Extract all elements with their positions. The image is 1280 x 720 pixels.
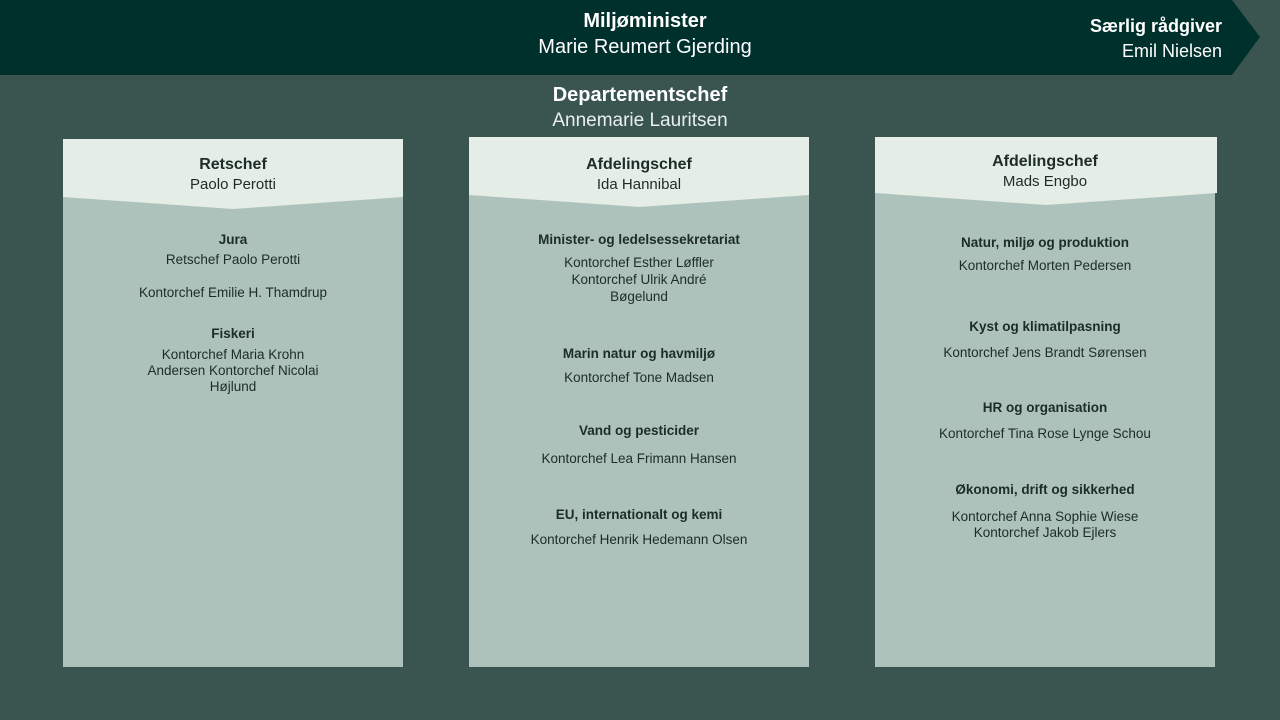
section-line: Andersen Kontorchef Nicolai	[147, 363, 319, 378]
section-line: Kontorchef Maria Krohn	[161, 347, 305, 362]
section-title: Vand og pesticider	[578, 423, 700, 438]
section-title: Natur, miljø og produktion	[961, 235, 1129, 250]
section-line: Kontorchef Ulrik André	[571, 272, 707, 287]
section-line: Kontorchef Tina Rose Lynge Schou	[939, 426, 1151, 441]
section-title: HR og organisation	[982, 400, 1108, 415]
section-title: Fiskeri	[211, 326, 255, 341]
section-line: Bøgelund	[610, 289, 668, 304]
section-title: Økonomi, drift og sikkerhed	[955, 482, 1135, 497]
column-retschef	[63, 139, 403, 667]
column-header	[469, 137, 809, 212]
minister-box	[445, 8, 845, 60]
column-header-name: Paolo Perotti	[190, 176, 276, 193]
advisor-name: Emil Nielsen	[1121, 41, 1222, 61]
section-line: Kontorchef Lea Frimann Hansen	[541, 451, 737, 466]
section-line: Kontorchef Anna Sophie Wiese	[951, 509, 1139, 524]
advisor-title: Særlig rådgiver	[1089, 16, 1222, 36]
section-line: Kontorchef Henrik Hedemann Olsen	[530, 532, 748, 547]
minister-name: Marie Reumert Gjerding	[538, 36, 752, 58]
section-line: Kontorchef Esther Løffler	[564, 255, 714, 270]
section-title: EU, internationalt og kemi	[555, 507, 723, 522]
section-title: Jura	[218, 232, 248, 247]
section-title: Kyst og klimatilpasning	[969, 319, 1121, 334]
column-afdelingschef-1	[469, 137, 809, 667]
section-line: Retschef Paolo Perotti	[165, 252, 301, 267]
section-line: Kontorchef Emilie H. Thamdrup	[138, 285, 328, 300]
section-line: Kontorchef Jens Brandt Sørensen	[943, 345, 1147, 360]
section-title: Minister- og ledelsessekretariat	[538, 232, 740, 247]
department-chief-title: Departementschef	[552, 84, 728, 106]
column-header	[875, 137, 1215, 212]
department-chief-name: Annemarie Lauritsen	[552, 110, 728, 131]
column-afdelingschef-2	[875, 137, 1215, 667]
section-title: Marin natur og havmiljø	[562, 346, 716, 361]
section-line: Kontorchef Tone Madsen	[564, 370, 714, 385]
section-line: Kontorchef Morten Pedersen	[958, 258, 1132, 273]
section-line: Kontorchef Jakob Ejlers	[973, 525, 1117, 540]
section-line: Højlund	[209, 379, 257, 394]
minister-title: Miljøminister	[583, 10, 707, 32]
column-header-name: Mads Engbo	[1002, 173, 1088, 190]
column-header-name: Ida Hannibal	[596, 176, 682, 193]
department-chief-box	[440, 82, 840, 134]
column-header-title: Afdelingschef	[586, 156, 692, 173]
column-header-title: Retschef	[199, 156, 267, 173]
advisor-box	[1090, 14, 1222, 64]
column-header	[63, 139, 403, 214]
column-header-title: Afdelingschef	[992, 153, 1098, 170]
